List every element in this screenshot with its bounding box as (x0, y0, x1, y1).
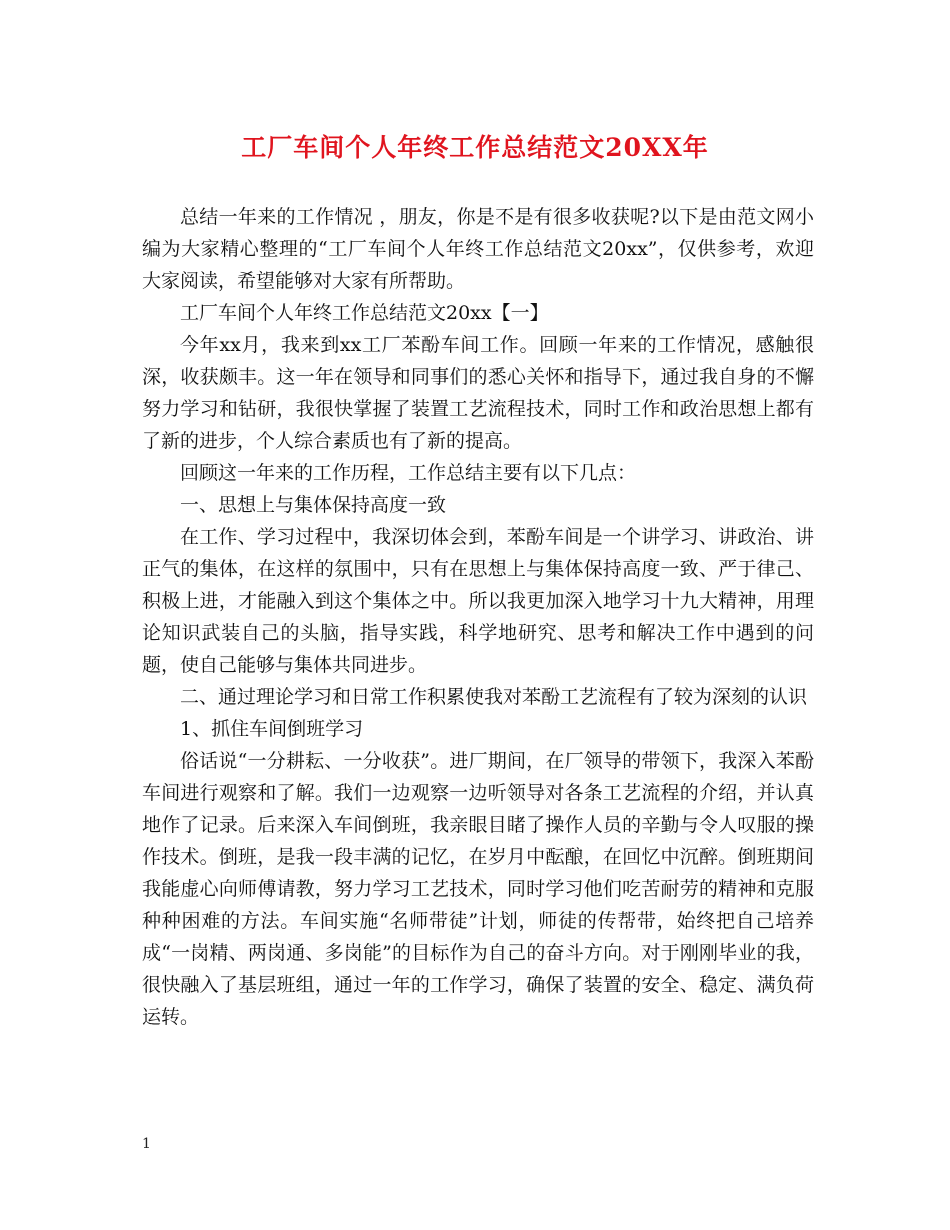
paragraph-overview: 今年xx月，我来到xx工厂苯酚车间工作。回顾一年来的工作情况，感触很深，收获颇丰。这一年在领导和同事们的悉心关怀和指导下，通过我自身的不懈努力学习和钻研，我很快掌握了装置工艺流程技术，同时工作和政治思想上都有了新的进步，个人综合素质也有了新的提高。 (142, 334, 814, 452)
section-heading-part-one: 工厂车间个人年终工作总结范文20xx【一】 (180, 302, 549, 324)
page-number: 1 (142, 1136, 151, 1152)
paragraph-summary-points: 回顾这一年来的工作历程，工作总结主要有以下几点： (180, 462, 637, 484)
heading-point-one: 一、思想上与集体保持高度一致 (180, 494, 447, 516)
heading-point-two: 二、通过理论学习和日常工作积累使我对苯酚工艺流程有了较为深刻的认识 (180, 686, 808, 708)
document-title: 工厂车间个人年终工作总结范文20XX年 (241, 133, 709, 162)
document-body (142, 201, 814, 1033)
paragraph-subpoint-one: 俗话说“一分耕耘、一分收获”。进厂期间，在厂领导的带领下，我深入苯酚车间进行观察和了解。我们一边观察一边听领导对各条工艺流程的介绍，并认真地作了记录。后来深入车间倒班，我亲眼目睹了操作人员的辛勤与令人叹服的操作技术。倒班，是我一段丰满的记忆，在岁月中酝酿，在回忆中沉醉。倒班期间我能虚心向师傅请教，努力学习工艺技术，同时学习他们吃苦耐劳的精神和克服种种困难的方法。车间实施“名师带徒”计划，师徒的传帮带，始终把自己培养成“一岗精、两岗通、多岗能”的目标作为自己的奋斗方向。对于刚刚毕业的我，很快融入了基层班组，通过一年的工作学习，确保了装置的安全、稳定、满负荷运转。 (142, 750, 814, 1028)
heading-subpoint-one: 1、抓住车间倒班学习 (180, 718, 364, 740)
paragraph-intro: 总结一年来的工作情况 ，朋友，你是不是有很多收获呢?以下是由范文网小编为大家精心整理的“工厂车间个人年终工作总结范文20xx”，仅供参考，欢迎大家阅读，希望能够对大家有所帮助。 (142, 206, 814, 292)
paragraph-point-one: 在工作、学习过程中，我深切体会到，苯酚车间是一个讲学习、讲政治、讲正气的集体，在这样的氛围中，只有在思想上与集体保持高度一致、严于律己、积极上进，才能融入到这个集体之中。所以我更加深入地学习十九大精神，用理论知识武装自己的头脑，指导实践，科学地研究、思考和解决工作中遇到的问题，使自己能够与集体共同进步。 (142, 526, 814, 676)
